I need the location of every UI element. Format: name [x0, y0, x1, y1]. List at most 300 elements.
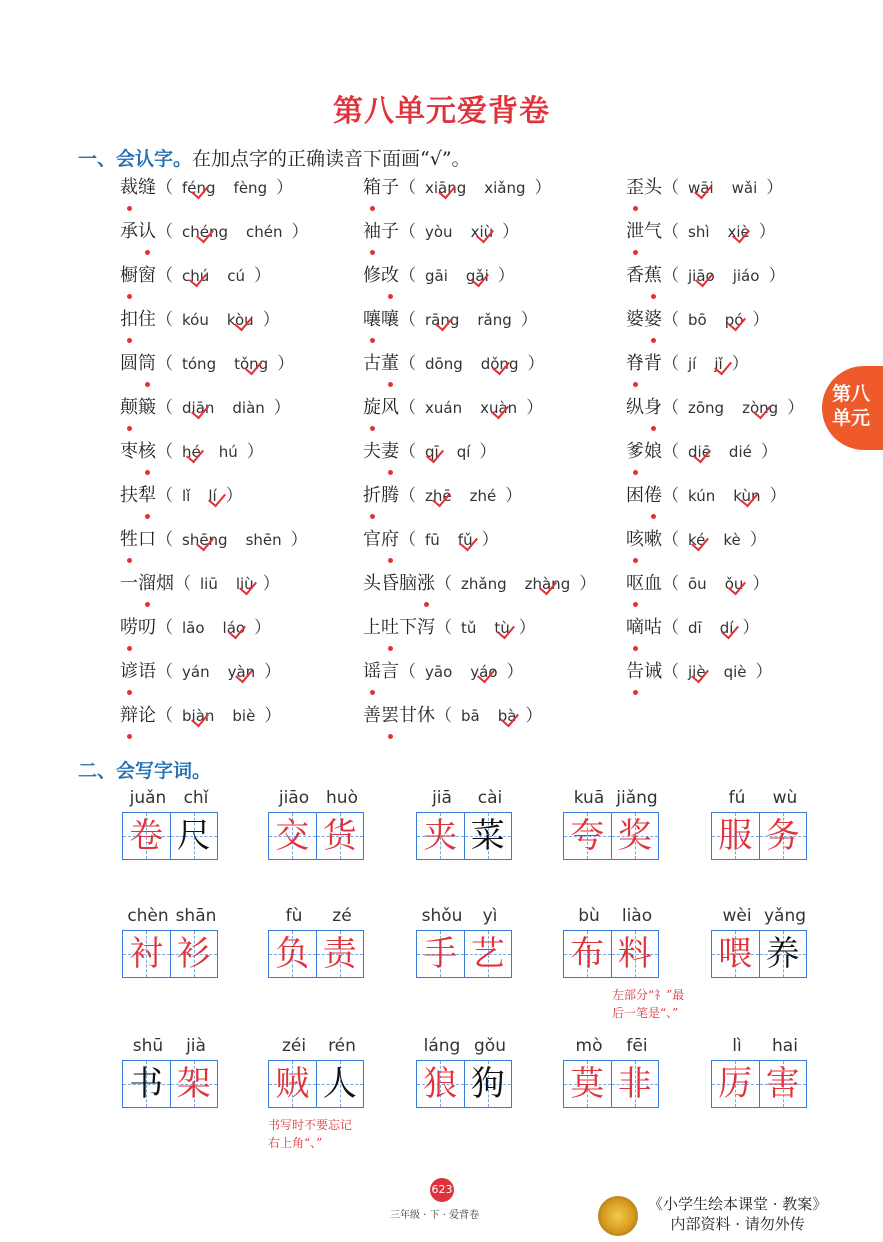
dotted-char: 歪 [626, 168, 644, 208]
open-paren: （ [662, 398, 679, 418]
close-paren: ） [505, 486, 523, 506]
reading-item [120, 652, 281, 692]
close-paren: ） [264, 706, 282, 726]
word [363, 441, 399, 462]
footer-grade: 三年级 · 下 · 爱背卷 [390, 1210, 480, 1221]
pinyin-option-a: féng [182, 168, 216, 208]
pinyin-syllable: wù [772, 788, 798, 808]
pinyin-option-b: dí [720, 608, 734, 648]
pinyin-option-a: xuán [425, 399, 463, 417]
tian-zi-ge-box [563, 930, 659, 978]
pinyin-option-a: qī [425, 432, 439, 472]
pinyin-option-a: xiāng [425, 168, 466, 208]
pinyin-option-b: cú [227, 267, 246, 285]
pinyin-option-a: dōng [425, 355, 463, 373]
pinyin-option-b: láo [223, 608, 246, 648]
written-char: 手 [423, 934, 458, 974]
char-cell [612, 931, 659, 977]
close-paren: ） [769, 486, 787, 506]
char-cell [712, 931, 760, 977]
word-pinyin [416, 788, 516, 808]
word [626, 177, 662, 198]
open-paren: （ [156, 618, 173, 638]
pinyin-option-b: chén [246, 223, 283, 241]
word [363, 617, 435, 638]
pinyin-syllable: chǐ [183, 788, 209, 808]
tian-zi-ge-box [268, 1060, 364, 1108]
open-paren: （ [399, 178, 416, 198]
pinyin-option-a: dī [688, 619, 702, 637]
close-paren: ） [254, 266, 272, 286]
open-paren: （ [156, 398, 173, 418]
reading-item [363, 564, 596, 604]
word-pinyin [563, 906, 663, 926]
pinyin-option-b: fèng [233, 179, 268, 197]
written-char: 货 [322, 816, 357, 856]
word [363, 529, 399, 550]
reading-item [363, 476, 522, 516]
pinyin-option-a: chéng [182, 212, 228, 252]
written-char: 书 [129, 1064, 164, 1104]
close-paren: ） [290, 530, 308, 550]
char-cell [417, 931, 465, 977]
pinyin-option-b: gǎi [466, 256, 489, 296]
open-paren: （ [399, 486, 416, 506]
tian-zi-ge-box [268, 812, 364, 860]
reading-item [363, 256, 515, 296]
word [363, 221, 399, 242]
close-paren: ） [262, 574, 280, 594]
dotted-char: 扣 [120, 300, 138, 340]
word-pinyin [122, 1036, 222, 1056]
word [120, 485, 156, 506]
written-char: 衫 [176, 934, 211, 974]
written-char: 厉 [718, 1064, 753, 1104]
close-paren: ） [254, 618, 272, 638]
close-paren: ） [527, 354, 545, 374]
pinyin-option-b: yàn [228, 652, 256, 692]
open-paren: （ [156, 706, 173, 726]
pinyin-option-a: fū [425, 531, 440, 549]
pinyin-option-a: ōu [688, 575, 707, 593]
written-char: 喂 [718, 934, 753, 974]
pinyin-option-b: rǎng [477, 311, 512, 329]
word-pre: 善 [363, 705, 381, 726]
pinyin-option-a: rāng [425, 300, 459, 340]
written-char: 料 [617, 934, 652, 974]
word-post: 烟 [156, 573, 174, 594]
reading-item [120, 696, 281, 736]
pinyin-option-b: kè [723, 531, 741, 549]
pinyin-option-a: bā [461, 707, 480, 725]
pinyin-syllable: kuā [573, 788, 605, 808]
word [120, 529, 156, 550]
reading-item [120, 300, 280, 340]
pinyin-option-b: liù [236, 564, 254, 604]
word [626, 441, 662, 462]
char-cell [269, 1061, 317, 1107]
open-paren: （ [156, 486, 173, 506]
pinyin-syllable: gǒu [474, 1036, 506, 1056]
word-post: 甘休 [399, 705, 435, 726]
dotted-char: 脊 [626, 344, 644, 384]
open-paren: （ [662, 222, 679, 242]
pinyin-option-a: jiāo [688, 256, 715, 296]
dotted-char: 婆 [644, 300, 662, 340]
pinyin-option-a: bō [688, 311, 707, 329]
reading-item [120, 212, 309, 252]
word [120, 617, 156, 638]
char-cell [760, 1061, 807, 1107]
pinyin-option-a: tǔ [461, 619, 477, 637]
pinyin-option-a: yāo [425, 663, 453, 681]
word [120, 573, 174, 594]
word [120, 177, 156, 198]
pinyin-syllable: wèi [722, 906, 752, 926]
word [363, 177, 399, 198]
dotted-char: 裁 [120, 168, 138, 208]
char-cell [317, 813, 364, 859]
dotted-char: 府 [381, 520, 399, 560]
reading-item [120, 476, 243, 516]
pinyin-option-a: lǐ [182, 487, 191, 505]
written-char: 养 [765, 934, 800, 974]
word [626, 485, 662, 506]
pinyin-option-b: tǒng [234, 344, 268, 384]
word-pre: 困 [626, 485, 644, 506]
reading-item [120, 608, 271, 648]
unit-side-tab [822, 366, 883, 450]
word [363, 705, 435, 726]
close-paren: ） [225, 486, 243, 506]
reading-item [120, 564, 280, 604]
note-shan [612, 986, 684, 1022]
reading-item [626, 476, 787, 516]
reading-item [120, 432, 264, 472]
tian-zi-ge-box [563, 812, 659, 860]
char-cell [123, 1061, 171, 1107]
pinyin-syllable: cài [477, 788, 503, 808]
word-post: 语 [138, 661, 156, 682]
reading-item [626, 564, 769, 604]
close-paren: ） [758, 222, 776, 242]
close-paren: ） [526, 398, 544, 418]
pinyin-option-a: kún [688, 487, 716, 505]
open-paren: （ [662, 266, 679, 286]
pinyin-option-b: shēn [245, 531, 282, 549]
word-post: 论 [138, 705, 156, 726]
word-post: 窗 [138, 265, 156, 286]
reading-item [363, 608, 536, 648]
word [120, 441, 156, 462]
reading-item [363, 344, 544, 384]
tian-zi-ge-box [563, 1060, 659, 1108]
open-paren: （ [662, 354, 679, 374]
word-post: 气 [644, 221, 662, 242]
pinyin-syllable: chèn [127, 906, 169, 926]
char-cell [123, 931, 171, 977]
reading-item [363, 168, 552, 208]
written-char: 莫 [570, 1064, 605, 1104]
pinyin-option-b: wǎi [731, 179, 758, 197]
pinyin-option-b: qiè [723, 663, 747, 681]
reading-item [120, 388, 291, 428]
word-pinyin [122, 906, 222, 926]
char-cell [171, 931, 218, 977]
pinyin-syllable: rén [328, 1036, 356, 1056]
char-cell [712, 813, 760, 859]
open-paren: （ [399, 662, 416, 682]
pinyin-syllable: juǎn [129, 788, 167, 808]
word [363, 661, 399, 682]
word [626, 529, 662, 550]
dotted-char: 认 [138, 212, 156, 252]
note-zei-line1: 书写时不要忘记 [268, 1118, 353, 1132]
dotted-char: 犁 [138, 476, 156, 516]
close-paren: ） [752, 310, 770, 330]
char-cell [612, 813, 659, 859]
word-post: 娘 [644, 441, 662, 462]
char-cell [317, 1061, 364, 1107]
open-paren: （ [662, 178, 679, 198]
dotted-char: 身 [644, 388, 662, 428]
open-paren: （ [435, 706, 452, 726]
pinyin-option-b: tù [494, 608, 509, 648]
word-post: 口 [138, 529, 156, 550]
open-paren: （ [156, 310, 173, 330]
word-pinyin [268, 906, 368, 926]
reading-item [363, 520, 499, 560]
dotted-char: 告 [626, 652, 644, 692]
pinyin-option-a: jiè [688, 652, 706, 692]
written-char: 狗 [470, 1064, 505, 1104]
dotted-char: 箱 [363, 168, 381, 208]
word-pre: 婆 [626, 309, 644, 330]
close-paren: ） [479, 442, 497, 462]
word-post: 子 [381, 177, 399, 198]
pinyin-option-b: lí [208, 476, 216, 516]
dotted-char: 倦 [644, 476, 662, 516]
pinyin-option-b: jiáo [732, 267, 760, 285]
word-post: 子 [381, 221, 399, 242]
written-char: 艺 [470, 934, 505, 974]
pinyin-option-a: zhē [425, 476, 452, 516]
pinyin-syllable: yǎng [763, 906, 807, 926]
pinyin-option-b: zòng [742, 388, 778, 428]
word [363, 309, 399, 330]
tian-zi-ge-box [122, 930, 218, 978]
word-pre: 官 [363, 529, 381, 550]
page-title: 第八单元爱背卷 [333, 94, 550, 129]
open-paren: （ [174, 574, 191, 594]
pinyin-option-a: gāi [425, 267, 448, 285]
pinyin-syllable: fú [728, 788, 746, 808]
close-paren: ） [520, 310, 538, 330]
word-post: 风 [381, 397, 399, 418]
close-paren: ） [749, 530, 767, 550]
tian-zi-ge-box [416, 1060, 512, 1108]
reading-item [120, 344, 294, 384]
reading-item [120, 256, 271, 296]
written-char: 害 [765, 1064, 800, 1104]
side-tab-line1: 第八 [832, 383, 871, 405]
reading-item [626, 256, 785, 296]
close-paren: ） [731, 354, 749, 374]
close-paren: ） [277, 354, 295, 374]
pinyin-option-b: bà [498, 696, 517, 736]
pinyin-option-a: zhǎng [461, 575, 507, 593]
word-pre: 纵 [626, 397, 644, 418]
reading-item [626, 432, 778, 472]
reading-item [626, 520, 767, 560]
page-number: 623 [430, 1178, 454, 1202]
close-paren: ） [579, 574, 597, 594]
written-char: 狼 [423, 1064, 458, 1104]
open-paren: （ [399, 442, 416, 462]
open-paren: （ [156, 442, 173, 462]
pinyin-option-b: ǒu [725, 564, 744, 604]
word [626, 573, 662, 594]
reading-item [626, 212, 776, 252]
pinyin-syllable: jià [186, 1036, 206, 1056]
word [363, 485, 399, 506]
footer-brand [648, 1194, 827, 1234]
pinyin-syllable: jiāo [278, 788, 310, 808]
char-cell [317, 931, 364, 977]
word-post: 叨 [138, 617, 156, 638]
reading-item [626, 652, 773, 692]
open-paren: （ [156, 178, 173, 198]
close-paren: ） [273, 398, 291, 418]
open-paren: （ [399, 398, 416, 418]
word [363, 573, 435, 594]
pinyin-option-a: hé [182, 432, 201, 472]
section-1-instruction-end: ”。 [441, 148, 471, 170]
dotted-char: 溜 [138, 564, 156, 604]
char-cell [564, 1061, 612, 1107]
close-paren: ） [760, 442, 778, 462]
pinyin-option-b: xiǎng [484, 179, 526, 197]
pinyin-option-b: kòu [227, 300, 254, 340]
close-paren: ） [264, 662, 282, 682]
close-paren: ） [276, 178, 294, 198]
section-1-instruction: 在加点字的正确读音下面画“ [192, 148, 430, 170]
char-cell [564, 813, 612, 859]
dotted-char: 泄 [626, 212, 644, 252]
pinyin-option-b: qí [456, 443, 471, 461]
tian-zi-ge-box [711, 812, 807, 860]
dotted-char: 妻 [381, 432, 399, 472]
pinyin-option-b: dié [728, 443, 752, 461]
word-post: 头 [644, 177, 662, 198]
reading-item [626, 300, 769, 340]
tian-zi-ge-box [122, 1060, 218, 1108]
pinyin-syllable: zé [332, 906, 352, 926]
pinyin-option-a: yán [182, 663, 210, 681]
written-char: 架 [176, 1064, 211, 1104]
reading-item [626, 344, 749, 384]
char-cell [171, 1061, 218, 1107]
dotted-char: 唠 [120, 608, 138, 648]
word [626, 309, 662, 330]
close-paren: ） [766, 178, 784, 198]
close-paren: ） [752, 574, 770, 594]
open-paren: （ [662, 442, 679, 462]
word-pre: 枣 [120, 441, 138, 462]
word-pre: 承 [120, 221, 138, 242]
note-zei-line2: 右上角“、” [268, 1136, 323, 1150]
written-char: 服 [718, 816, 753, 856]
word-post: 住 [138, 309, 156, 330]
word-post: 血 [644, 573, 662, 594]
char-cell [760, 813, 807, 859]
pinyin-option-a: tóng [182, 355, 217, 373]
word-pinyin [268, 788, 368, 808]
word [120, 661, 156, 682]
written-char: 贼 [275, 1064, 310, 1104]
close-paren: ） [262, 310, 280, 330]
char-cell [465, 813, 512, 859]
pinyin-option-a: lāo [182, 619, 205, 637]
open-paren: （ [662, 310, 679, 330]
char-cell [417, 1061, 465, 1107]
pinyin-option-b: diàn [232, 399, 265, 417]
written-char: 夹 [423, 816, 458, 856]
open-paren: （ [435, 618, 452, 638]
close-paren: ） [525, 706, 543, 726]
word-pinyin [416, 1036, 516, 1056]
reading-item [626, 608, 759, 648]
pinyin-syllable: hai [772, 1036, 798, 1056]
word-post: 缝 [138, 177, 156, 198]
written-char: 交 [275, 816, 310, 856]
word [120, 309, 156, 330]
pinyin-syllable: mò [575, 1036, 603, 1056]
pinyin-syllable: jiā [432, 788, 452, 808]
char-cell [612, 1061, 659, 1107]
close-paren: ） [506, 662, 524, 682]
char-cell [171, 813, 218, 859]
dotted-char: 牲 [120, 520, 138, 560]
pinyin-syllable: zéi [281, 1036, 307, 1056]
word [363, 353, 399, 374]
pinyin-option-b: xiè [728, 212, 750, 252]
reading-item [363, 212, 519, 252]
word-post: 咕 [644, 617, 662, 638]
open-paren: （ [662, 618, 679, 638]
pinyin-syllable: shān [175, 906, 217, 926]
word-pinyin [563, 1036, 663, 1056]
pinyin-option-a: diē [688, 432, 711, 472]
word-pre: 扶 [120, 485, 138, 506]
char-cell [465, 931, 512, 977]
word [626, 221, 662, 242]
char-cell [712, 1061, 760, 1107]
open-paren: （ [399, 310, 416, 330]
word-pre: 上 [363, 617, 381, 638]
pinyin-option-a: biàn [182, 696, 214, 736]
word-post: 言 [381, 661, 399, 682]
word [626, 353, 662, 374]
dotted-char: 罢 [381, 696, 399, 736]
word [120, 265, 156, 286]
written-char: 布 [570, 934, 605, 974]
reading-item [363, 300, 538, 340]
reading-item [363, 432, 496, 472]
written-char: 卷 [129, 816, 164, 856]
char-cell [760, 931, 807, 977]
open-paren: （ [156, 662, 173, 682]
